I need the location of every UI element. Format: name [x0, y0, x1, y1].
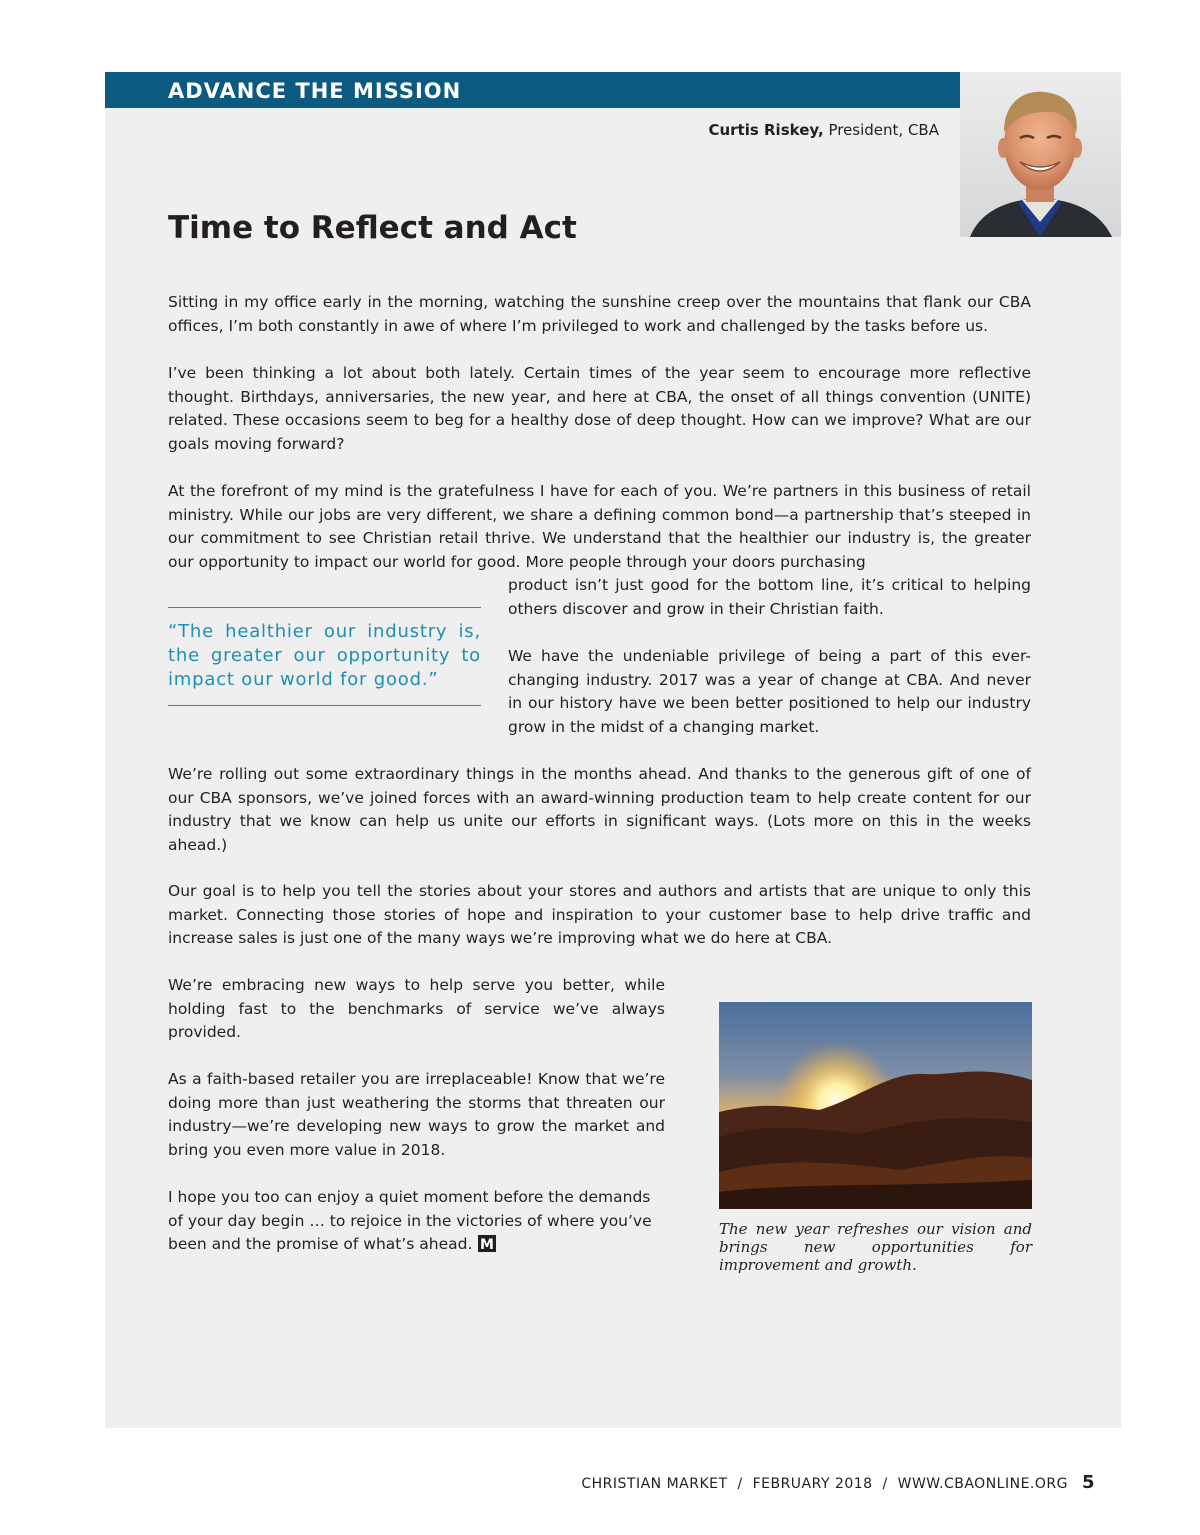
paragraph-1: Sitting in my office early in the morning, watching the sunshine creep over the mountains that flank our CBA offices, I’m both constantly in awe of where I’m privileged to work and challenged by the tasks before us.: [168, 293, 1031, 335]
pull-quote-text: “The healthier our industry is, the greater our opportunity to impact our world for good.”: [168, 621, 481, 690]
paragraph-2: I’ve been thinking a lot about both lately. Certain times of the year seem to encourage more reflective thought. Birthdays, anniversaries, the new year, and here at CBA, the onset of all things convention (UNITE) related. These occasions seem to beg for a healthy dose of deep thought. How can we improve? What are our goals moving forward?: [168, 364, 1031, 453]
author-portrait: [960, 72, 1121, 237]
paragraph-6: Our goal is to help you tell the stories about your stores and authors and artists that are unique to only this market. Connecting those stories of hope and inspiration to your customer base to help drive traffic and increase sales is just one of the many ways we’re improving what we do here at CBA.: [168, 882, 1031, 947]
author-byline: [708, 121, 939, 139]
paragraph-9: [168, 1186, 665, 1257]
sunrise-photo-illustration: [719, 1002, 1032, 1209]
end-mark-letter: M: [480, 1237, 495, 1252]
page-footer: [581, 1472, 1095, 1493]
photo-caption: The new year refreshes our vision and brings new opportunities for improvement and growth.: [719, 1220, 1032, 1274]
author-title: President, CBA: [823, 121, 939, 139]
article-headline: Time to Reflect and Act: [168, 210, 577, 246]
paragraph-3-continued: product isn’t just good for the bottom line, it’s critical to helping others discover and grow in their Christian faith.: [508, 576, 1031, 618]
sunrise-photo: [719, 1002, 1032, 1209]
author-portrait-illustration: [960, 72, 1121, 237]
paragraph-4: We have the undeniable privilege of being a part of this ever-changing industry. 2017 was a year of change at CBA. And never in our history have we been better positioned to help our industry grow in the midst of a changing market.: [508, 647, 1031, 736]
paragraph-8: As a faith-based retailer you are irreplaceable! Know that we’re doing more than just weathering the storms that threaten our industry—we’re developing new ways to grow the market and bring you even more value in 2018.: [168, 1070, 665, 1159]
page-number: 5: [1081, 1472, 1095, 1493]
paragraph-5: We’re rolling out some extraordinary things in the months ahead. And thanks to the generous gift of one of our CBA sponsors, we’ve joined forces with an award-winning production team to help create content for our industry that we know can help us unite our efforts in significant ways. (Lots more on this in the weeks ahead.): [168, 765, 1031, 854]
closing-text: I hope you too can enjoy a quiet moment before the demands of your day begin … to rejoice in the victories of where you’ve been and the promise of what’s ahead.: [168, 1188, 652, 1253]
section-label: ADVANCE THE MISSION: [168, 79, 462, 103]
end-mark-icon: [478, 1235, 496, 1252]
publication-info: CHRISTIAN MARKET / FEBRUARY 2018 / WWW.CBAONLINE.ORG: [581, 1476, 1068, 1492]
author-name: Curtis Riskey,: [708, 121, 824, 139]
pull-quote: [168, 607, 481, 706]
paragraph-3: At the forefront of my mind is the gratefulness I have for each of you. We’re partners in this business of retail ministry. While our jobs are very different, we share a defining common bond—a partnership that’s steeped in our commitment to see Christian retail thrive. We understand that the healthier our industry is, the greater our opportunity to impact our world for good. More people through your doors purchasing: [168, 482, 1031, 571]
paragraph-7: We’re embracing new ways to help serve you better, while holding fast to the benchmarks of service we’ve always provided.: [168, 976, 665, 1041]
